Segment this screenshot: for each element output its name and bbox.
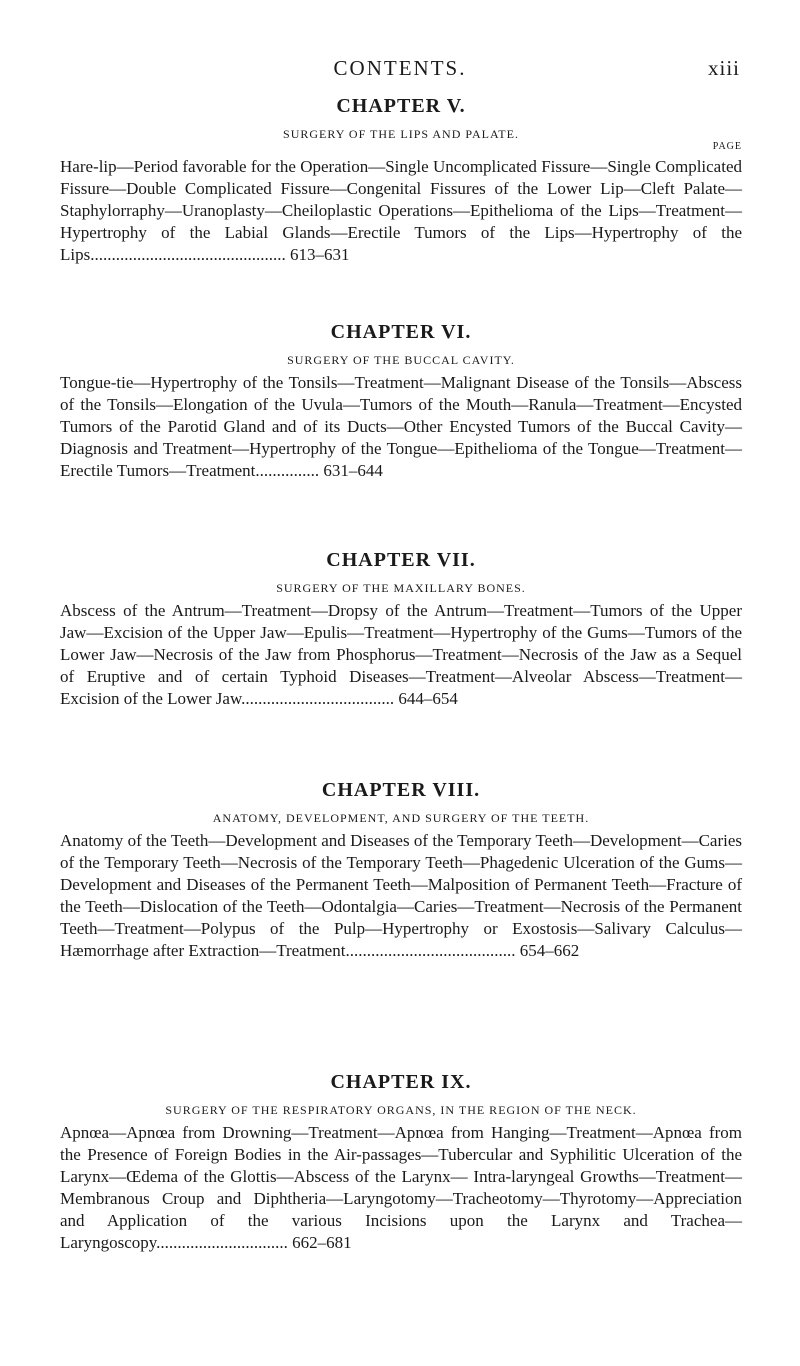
chapter-8 bbox=[60, 778, 742, 962]
chapter-title: CHAPTER VII. bbox=[326, 549, 476, 571]
chapter-title: CHAPTER VIII. bbox=[321, 779, 481, 801]
page-column-label: PAGE bbox=[712, 141, 742, 152]
page-range: 654–662 bbox=[519, 941, 580, 960]
chapter-title: CHAPTER IX. bbox=[330, 1071, 472, 1093]
page-range: 644–654 bbox=[398, 689, 458, 708]
chapter-9 bbox=[60, 1070, 742, 1254]
chapter-contents bbox=[60, 600, 742, 710]
dot-leader: ............... bbox=[255, 461, 320, 480]
chapter-6 bbox=[60, 320, 742, 482]
chapter-subtitle: SURGERY OF THE MAXILLARY BONES. bbox=[276, 581, 526, 595]
dot-leader: ........................................ bbox=[345, 941, 516, 960]
chapter-contents bbox=[60, 1122, 742, 1254]
running-head bbox=[0, 56, 800, 86]
page-number: xiii bbox=[707, 56, 740, 80]
chapter-5 bbox=[60, 94, 742, 266]
chapter-subtitle: ANATOMY, DEVELOPMENT, AND SURGERY OF THE TEETH. bbox=[212, 811, 590, 825]
page-range: 662–681 bbox=[292, 1233, 352, 1252]
chapter-contents bbox=[60, 156, 742, 266]
chapter-subtitle: SURGERY OF THE LIPS AND PALATE. bbox=[283, 127, 519, 141]
chapter-subtitle: SURGERY OF THE BUCCAL CAVITY. bbox=[287, 353, 515, 367]
chapter-contents bbox=[60, 830, 742, 962]
contents-text: Apnœa—Apnœa from Drowning—Treatment—Apnœa from Hanging—Treatment—Apnœa from the Presence of Foreign Bodies in the Air-passages—Tubercular and Syphilitic Ulceration of the Larynx—Œdema of the Glottis—Abscess of the Larynx— Intra-laryngeal Growths—Treatment—Membranous Croup and Diphtheria—Laryngotomy—Tracheotomy—Thyrotomy—Appreciation and Application of the various Incisions upon the Larynx and Trachea—Laryngoscopy bbox=[60, 1123, 742, 1252]
dot-leader: ............................... bbox=[156, 1233, 288, 1252]
dot-leader: .................................... bbox=[241, 689, 395, 708]
contents-text: Abscess of the Antrum—Treatment—Dropsy of the Antrum—Treatment—Tumors of the Upper Jaw—Excision of the Upper Jaw—Epulis—Treatment—Hypertrophy of the Gums—Tumors of the Lower Jaw—Necrosis of the Jaw from Phosphorus—Treatment—Necrosis of the Jaw as a Sequel of Eruptive and of certain Typhoid Diseases—Treatment—Alveolar Abscess—Treatment—Excision of the Lower Jaw bbox=[60, 601, 742, 708]
contents-text: Hare-lip—Period favorable for the Operation—Single Uncomplicated Fissure—Single Complicated Fissure—Double Complicated Fissure—Congenital Fissures of the Lower Lip—Cleft Palate—Staphylorraphy—Uranoplasty—Cheiloplastic Operations—Epithelioma of the Lips—Treatment—Hypertrophy of the Labial Glands—Erectile Tumors of the Lips—Hypertrophy of the Lips bbox=[60, 157, 742, 264]
page-range: 613–631 bbox=[289, 245, 350, 264]
dot-leader: .............................................. bbox=[90, 245, 286, 264]
chapter-title: CHAPTER VI. bbox=[330, 321, 472, 343]
contents-text: Tongue-tie—Hypertrophy of the Tonsils—Treatment—Malignant Disease of the Tonsils—Abscess of the Tonsils—Elongation of the Uvula—Tumors of the Mouth—Ranula—Treatment—Encysted Tumors of the Parotid Gland and of its Ducts—Other Encysted Tumors of the Buccal Cavity—Diagnosis and Treatment—Hypertrophy of the Tongue—Epithelioma of the Tongue—Treatment—Erectile Tumors—Treatment bbox=[60, 373, 742, 480]
contents-text: Anatomy of the Teeth—Development and Diseases of the Temporary Teeth—Development—Caries of the Temporary Teeth—Necrosis of the Temporary Teeth—Phagedenic Ulceration of the Gums—Development and Diseases of the Permanent Teeth—Malposition of Permanent Teeth—Fracture of the Teeth—Dislocation of the Teeth—Odontalgia—Caries—Treatment—Necrosis of the Permanent Teeth—Treatment—Polypus of the Pulp—Hypertrophy or Exostosis—Salivary Calculus—Hæmorrhage after Extraction—Treatment bbox=[60, 831, 742, 960]
chapter-7 bbox=[60, 548, 742, 710]
page-range: 631–644 bbox=[323, 461, 383, 480]
chapter-subtitle: SURGERY OF THE RESPIRATORY ORGANS, IN THE REGION OF THE NECK. bbox=[165, 1103, 637, 1117]
chapter-contents bbox=[60, 372, 742, 482]
running-title: CONTENTS. bbox=[333, 56, 467, 80]
chapter-title: CHAPTER V. bbox=[336, 95, 466, 117]
